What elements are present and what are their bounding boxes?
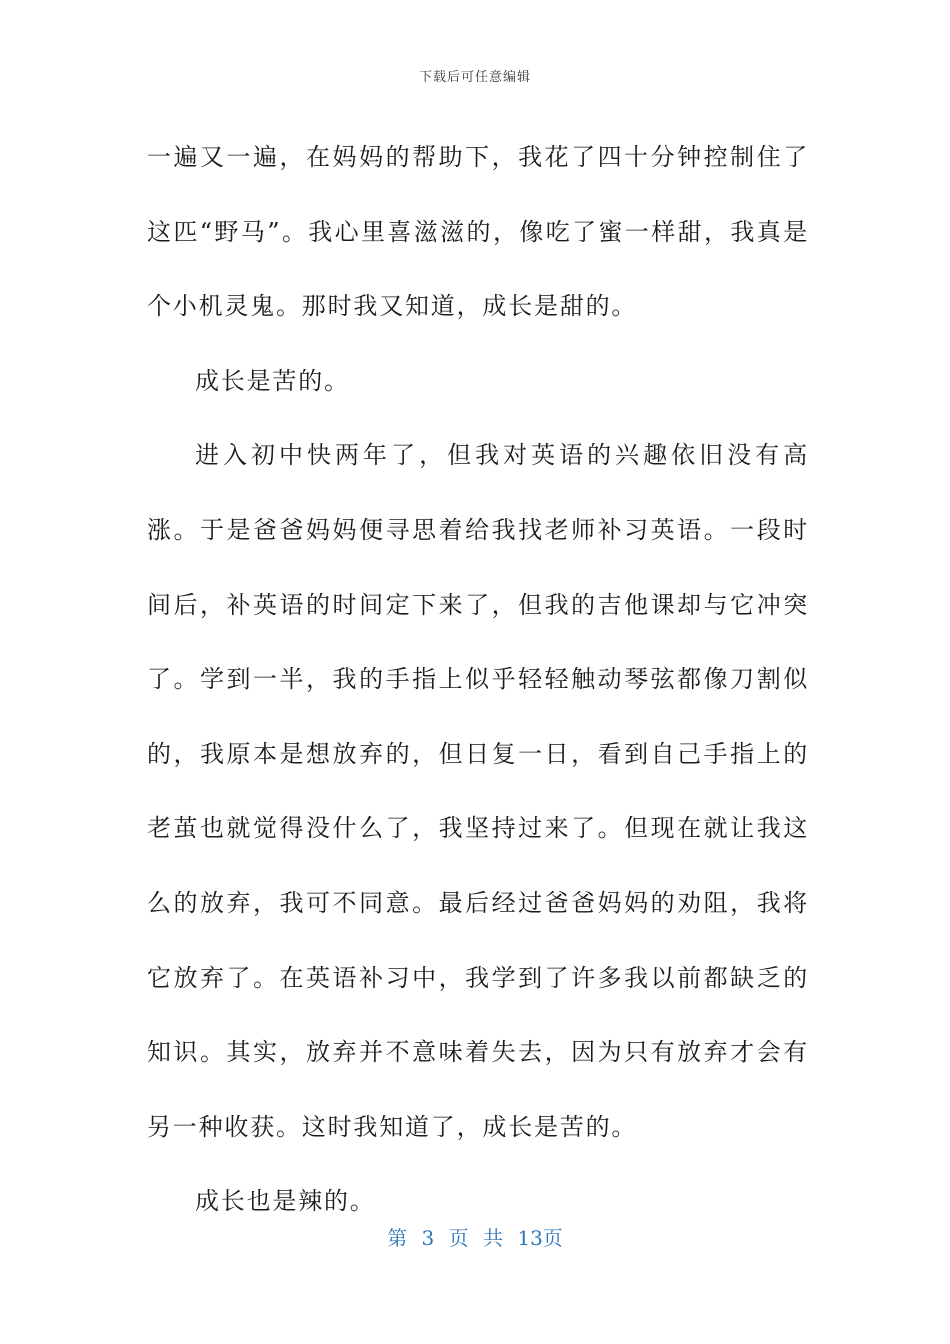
page-header: 下载后可任意编辑: [418, 70, 531, 85]
paragraph: 进入初中快两年了，但我对英语的兴趣依旧没有高涨。于是爸爸妈妈便寻思着给我找老师补习英语。一段时间后，补英语的时间定下来了，但我的吉他课却与它冲突了。学到一半，我的手指上似乎轻轻触动琴弦都像刀割似的，我原本是想放弃的，但日复一日，看到自己手指上的老茧也就觉得没什么了，我坚持过来了。但现在就让我这么的放弃，我可不同意。最后经过爸爸妈妈的劝阻，我将它放弃了。在英语补习中，我学到了许多我以前都缺乏的知识。其实，放弃并不意味着失去，因为只有放弃才会有另一种收获。这时我知道了，成长是苦的。: [147, 441, 809, 1141]
document-body: [147, 120, 809, 1239]
paragraph: 成长也是辣的。: [195, 1187, 376, 1216]
paragraph: 一遍又一遍，在妈妈的帮助下，我花了四十分钟控制住了这匹“野马”。我心里喜滋滋的，像吃了蜜一样甜，我真是个小机灵鬼。那时我又知道，成长是甜的。: [147, 143, 809, 321]
paragraph: 成长是苦的。: [195, 366, 350, 395]
page-footer: 第 3 页 共 13页: [387, 1226, 563, 1250]
